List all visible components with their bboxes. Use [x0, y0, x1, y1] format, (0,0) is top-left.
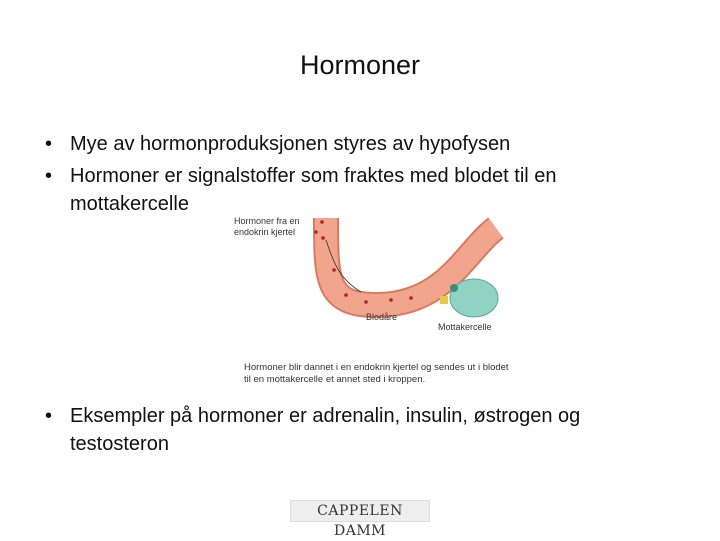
- bullet-item: [45, 402, 665, 458]
- figure-caption: [244, 362, 544, 386]
- bullet-text: Eksempler på hormoner er adrenalin, insulin, østrogen og testosteron: [70, 405, 581, 455]
- bullet-symbol: •: [45, 165, 53, 187]
- label-line: endokrin kjertel: [234, 227, 296, 237]
- bullet-item: [45, 130, 665, 158]
- label-vessel: Blodåre: [366, 312, 398, 322]
- bullet-symbol: •: [45, 405, 53, 427]
- hormone-diagram: [226, 210, 526, 390]
- label-hormones: [234, 216, 300, 238]
- bullet-text: Hormoner er signalstoffer som fraktes med blodet til en mottakercelle: [70, 165, 557, 215]
- label-target-cell: Mottakercelle: [438, 322, 492, 332]
- caption-line: til en mottakercelle et annet sted i kroppen.: [244, 374, 426, 385]
- bullet-text: Mye av hormonproduksjonen styres av hypofysen: [70, 133, 511, 155]
- label-line: Hormoner fra en: [234, 216, 300, 226]
- bullet-list-bottom: [45, 402, 665, 462]
- bullet-list-top: [45, 130, 665, 222]
- publisher-logo: CAPPELEN DAMM: [290, 500, 430, 522]
- caption-line: Hormoner blir dannet i en endokrin kjertel og sendes ut i blodet: [244, 362, 509, 373]
- slide-title: Hormoner: [299, 50, 421, 80]
- bullet-symbol: •: [45, 133, 53, 155]
